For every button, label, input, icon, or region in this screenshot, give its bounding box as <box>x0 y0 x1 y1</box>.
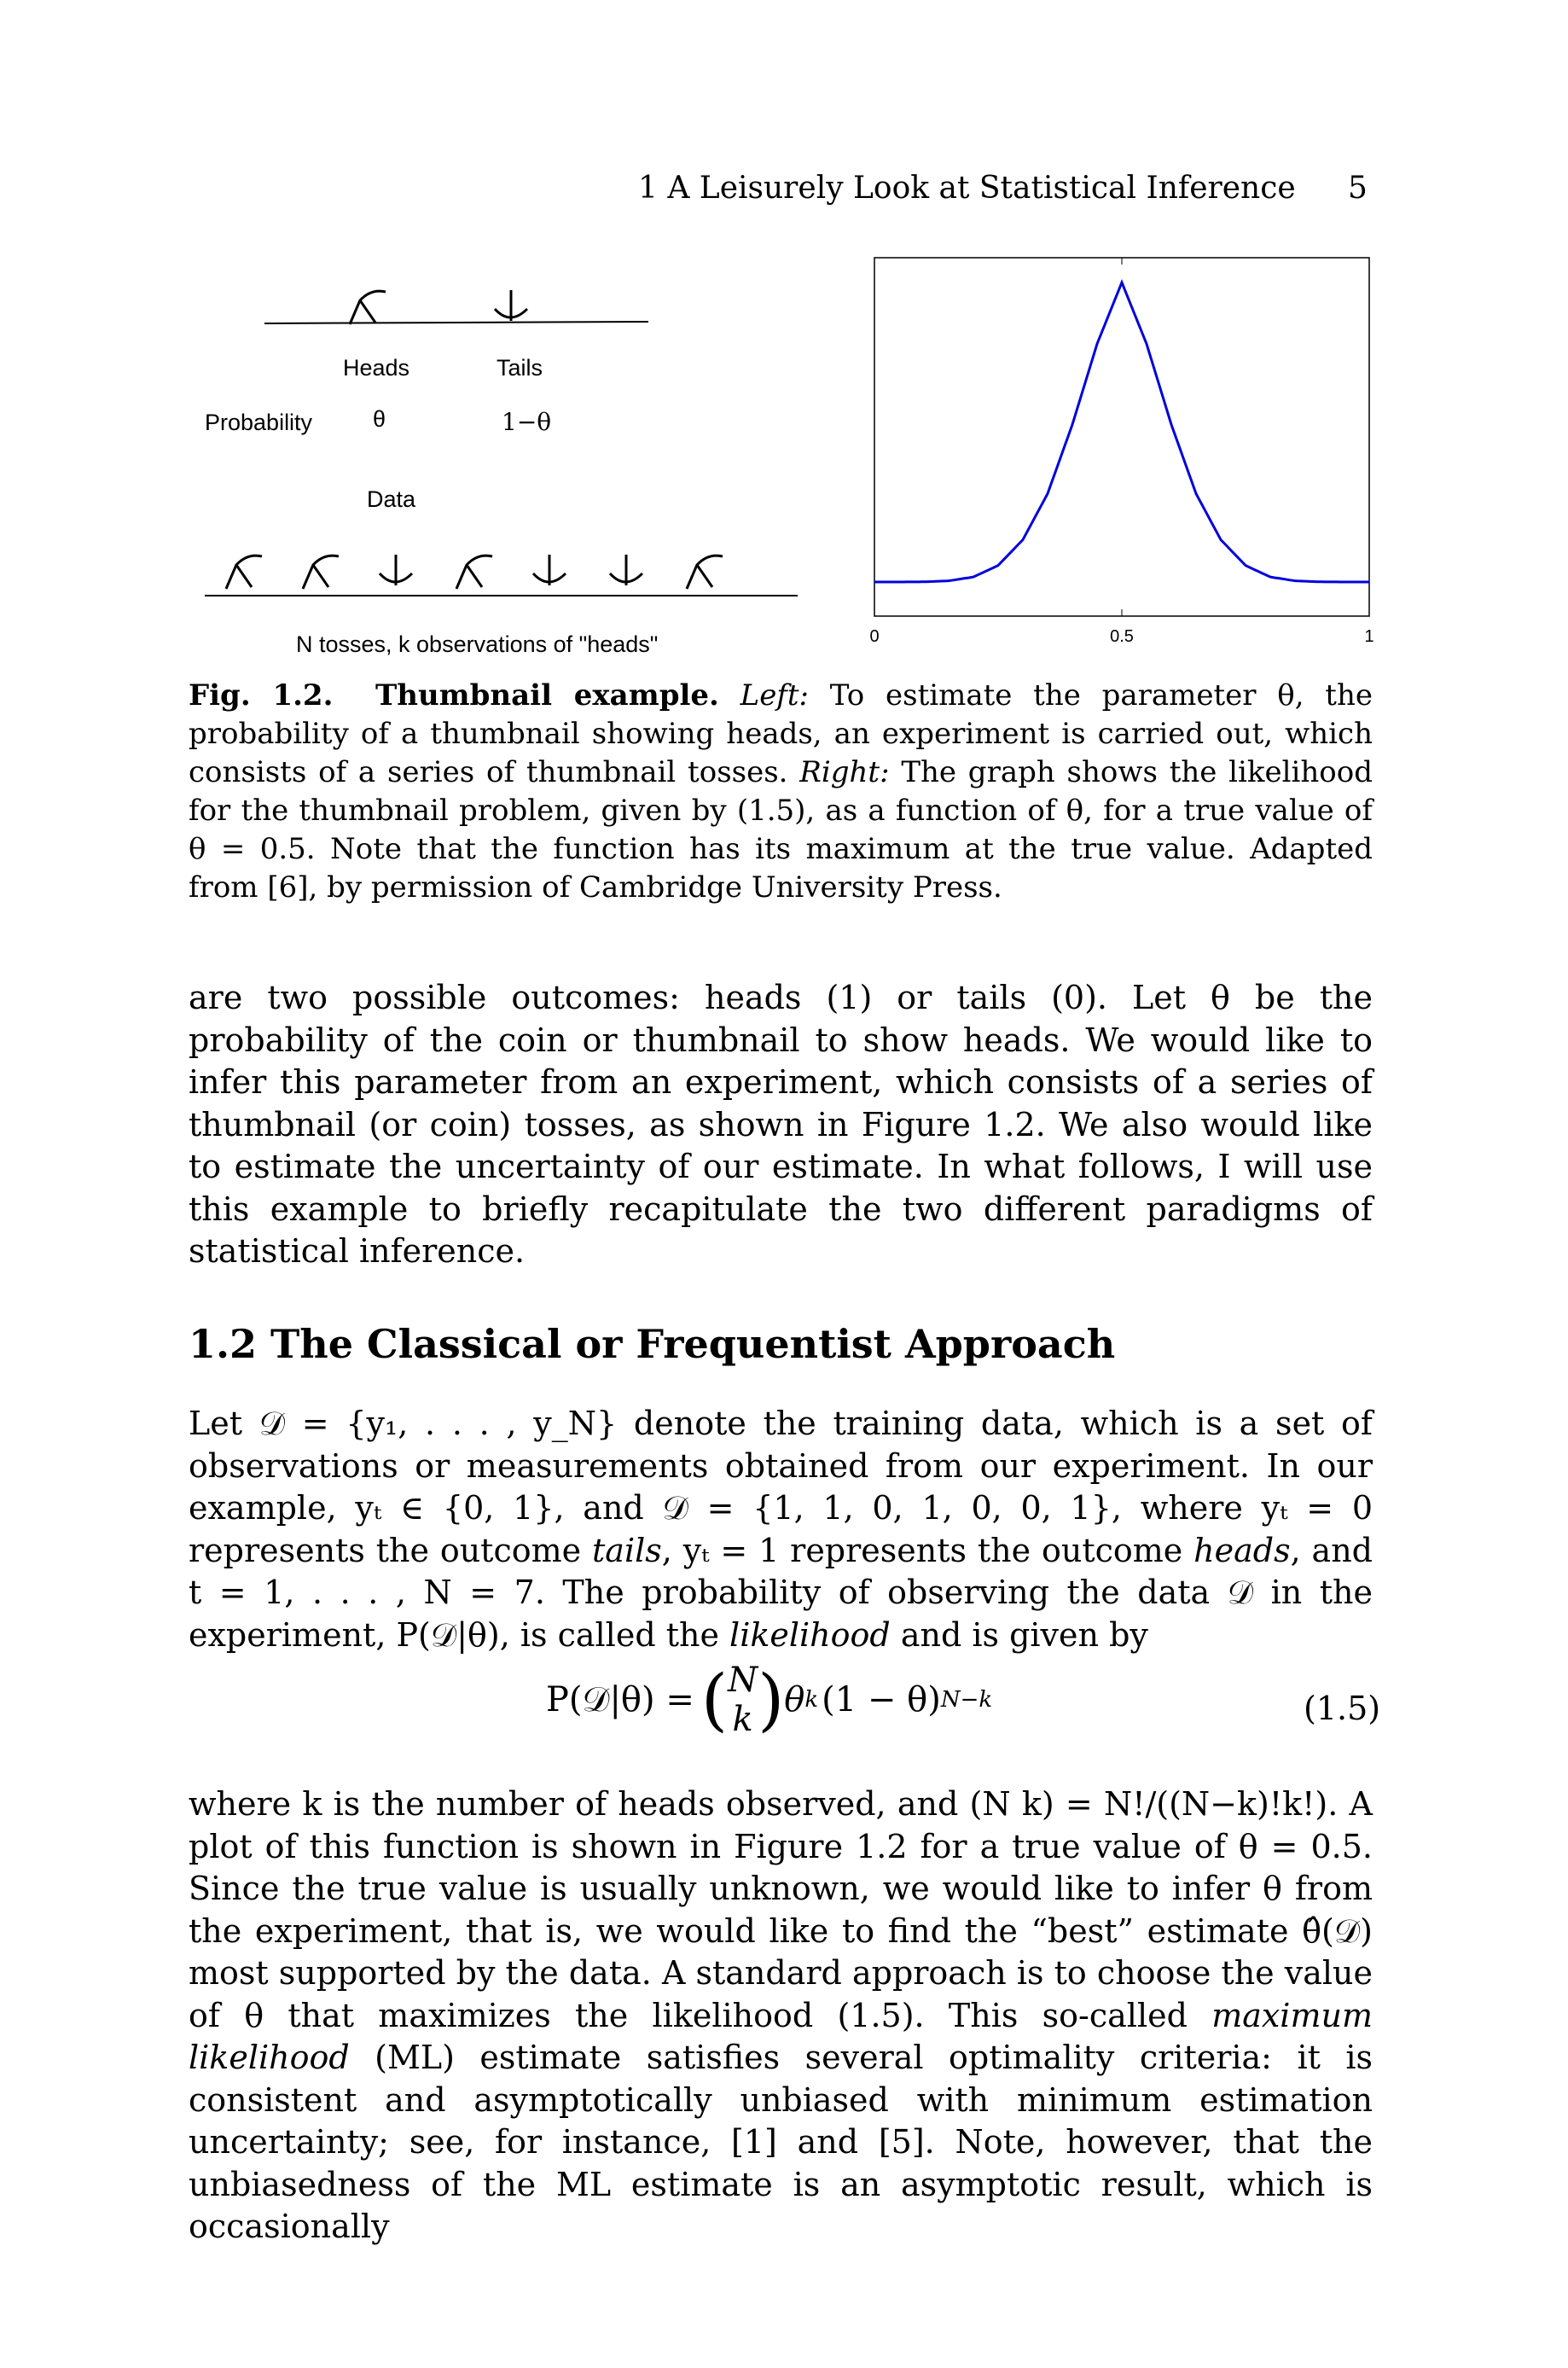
thumbnail-heads-icon <box>456 556 492 589</box>
caption-title: Thumbnail example. <box>375 678 719 713</box>
thumbnail-tails-icon <box>380 555 412 585</box>
caption-left: Left: <box>740 678 810 713</box>
likelihood-line <box>874 282 1369 582</box>
para2-heads: heads <box>1193 1531 1291 1569</box>
caption-label: Fig. 1.2. <box>189 678 334 713</box>
thumbnail-tails-icon <box>610 555 642 585</box>
para3-text-a: where k is the number of heads observed, and (N k) = N!/((N−k)!k!). A plot of this function is shown in Figure 1.2 for a true value of θ = 0.5. Since the true value is usually unknown, we would like to infer θ from the experiment, that is, we would like to find the “best” estimate θ̂(𝒟) most supported by the data. A standard approach is to choose the value of θ that maximizes the likelihood (1.5). This so-called <box>189 1785 1373 2034</box>
chart-frame <box>874 258 1369 616</box>
likelihood-chart <box>840 239 1386 666</box>
tosses-label: N tosses, k observations of "heads" <box>296 631 659 657</box>
caption-text1: To estimate the parameter θ, the probability of a thumbnail showing heads, an experiment is carried out, which consists of a series of thumbnail tosses. <box>189 678 1373 789</box>
heads-label: Heads <box>343 355 410 381</box>
thumbnail-heads-icon <box>687 556 723 589</box>
thumbnail-schematic-drawing <box>196 273 810 666</box>
prob-tails-value: 1−θ <box>502 408 552 436</box>
prob-heads-value: θ <box>373 406 386 432</box>
figure-caption <box>189 677 1373 907</box>
eq-binom-top: N <box>728 1660 758 1700</box>
page-number: 5 <box>1348 171 1368 206</box>
data-label: Data <box>367 486 416 512</box>
para2-tails: tails <box>592 1531 662 1569</box>
x-tick-label: 0.5 <box>1110 627 1134 646</box>
thumbnail-schematic <box>196 273 810 666</box>
para2-text-c: , and t = 1, . . . , N = 7. The probability of observing the data 𝒟 in the experiment, P(𝒟|θ), is called the <box>189 1531 1373 1654</box>
caption-right: Right: <box>799 755 890 789</box>
para2-text-a: Let 𝒟 = {y₁, . . . , y_N} denote the training data, which is a set of observations or measurements obtained from our experiment. In our example, yₜ ∈ {0, 1}, and 𝒟 = {1, 1, 0, 1, 0, 0, 1}, where yₜ = 0 represents the outcome <box>189 1405 1373 1569</box>
x-tick-label: 1 <box>1364 627 1374 646</box>
equation-1-5: P(𝒟|θ) = ( N k ) θ k (1 − θ) N−k <box>546 1660 993 1739</box>
running-header: 1 A Leisurely Look at Statistical Inference <box>638 171 1296 206</box>
eq-exp-nk: N−k <box>940 1686 993 1713</box>
eq-one-minus-theta: (1 − θ) <box>822 1679 941 1719</box>
section-heading: 1.2 The Classical or Frequentist Approach <box>189 1321 1116 1367</box>
likelihood-chart-svg <box>840 239 1386 666</box>
eq-theta: θ <box>784 1679 805 1719</box>
thumbnail-heads-icon <box>226 556 262 589</box>
thumbnail-tails-icon <box>533 555 566 585</box>
equation-number: (1.5) <box>1304 1690 1381 1727</box>
thumbnail-heads-icon <box>303 556 339 589</box>
paragraph-intro: are two possible outcomes: heads (1) or tails (0). Let θ be the probability of the coin or thumbnail to show heads. We would like to infer this parameter from an experiment, which consists of a series of thumbnail (or coin) tosses, as shown in Figure 1.2. We also would like to estimate the uncertainty of our estimate. In what follows, I will use this example to briefly recapitulate the two different paradigms of statistical inference. <box>189 979 1373 1270</box>
thumbnail-tails-icon <box>495 290 527 321</box>
thumbnail-heads-icon <box>350 291 386 324</box>
paragraph-definition <box>189 1403 1373 1656</box>
x-tick-label: 0 <box>869 627 880 646</box>
para2-text-b: , yₜ = 1 represents the outcome <box>661 1531 1194 1569</box>
eq-lhs: P(𝒟|θ) = <box>546 1679 694 1719</box>
para2-text-d: and is given by <box>890 1615 1148 1654</box>
toss-sequence <box>226 555 723 589</box>
probability-label: Probability <box>205 410 313 435</box>
para3-ml: maximum likelihood <box>189 1996 1373 2076</box>
paragraph-ml <box>189 1783 1373 2249</box>
caption-text2: The graph shows the likelihood for the thumbnail problem, given by (1.5), as a function of θ, for a true value of θ = 0.5. Note that the function has its maximum at the true value. Adapted from [6], by permission of Cambridge University Press. <box>189 755 1373 905</box>
tails-label: Tails <box>497 355 543 381</box>
para2-likelihood: likelihood <box>729 1615 891 1654</box>
eq-exp-k: k <box>804 1686 819 1713</box>
eq-binom-bottom: k <box>732 1699 753 1739</box>
para3-text-b: (ML) estimate satisfies several optimality criteria: it is consistent and asymptotically unbiased with minimum estimation uncertainty; see, for instance, [1] and [5]. Note, however, that the unbiasedness of the ML estimate is an asymptotic result, which is occasionally <box>189 2039 1373 2245</box>
